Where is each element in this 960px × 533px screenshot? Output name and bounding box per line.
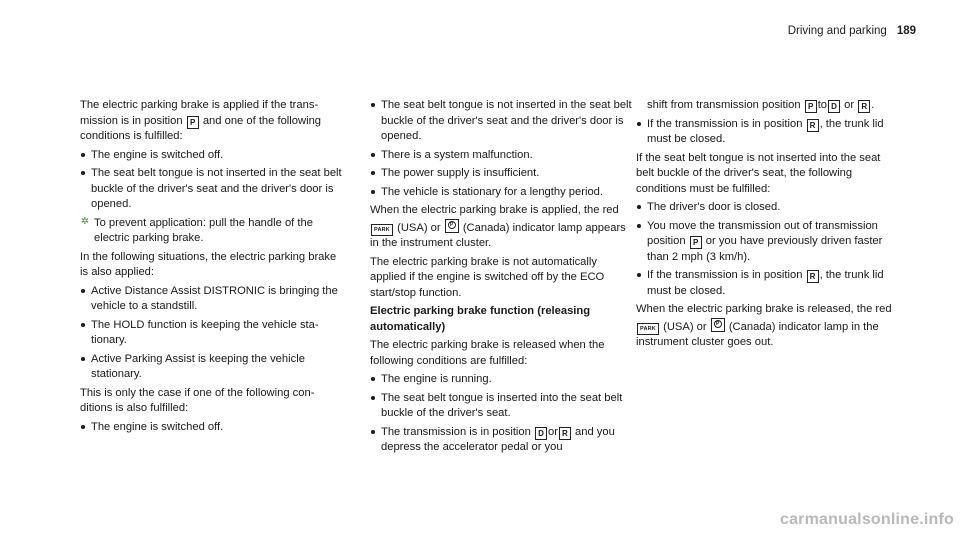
list-item: The engine is running. xyxy=(370,372,632,388)
gear-d-icon: D xyxy=(535,427,547,440)
list-item: There is a system malfunction. xyxy=(370,148,632,164)
condition-list xyxy=(636,200,898,299)
page-number: 189 xyxy=(896,25,916,37)
paragraph: In the following situations, the electric parking brake is also applied: xyxy=(80,250,337,278)
list-item: The driver's door is closed. xyxy=(636,200,898,216)
condition-list xyxy=(80,148,342,213)
gear-r-icon: R xyxy=(807,270,819,283)
gear-r-icon: R xyxy=(858,100,870,113)
condition-list xyxy=(370,98,632,200)
gear-p-icon: P xyxy=(690,236,702,249)
paragraph: This is only the case if one of the following conditions is also fulfilled: xyxy=(80,386,315,414)
list-item: The seat belt tongue is not inserted in the seat belt buckle of the driver's seat and the driver's door is opened. xyxy=(370,98,632,145)
watermark: carmanualsonline.info xyxy=(779,510,954,528)
condition-list xyxy=(636,117,898,148)
list-item: Active Parking Assist is keeping the vehicle stationary. xyxy=(80,352,342,383)
list-item: The seat belt tongue is inserted into the seat belt buckle of the driver's seat. xyxy=(370,391,632,422)
paragraph: The electric parking brake is not automatically applied if the engine is switched off by the ECO start/stop function. xyxy=(370,255,605,299)
gear-p-icon: P xyxy=(187,116,199,129)
situation-list xyxy=(80,284,342,383)
list-item: Active Distance Assist DISTRONIC is bringing the vehicle to a standstill. xyxy=(80,284,342,315)
list-item: The seat belt tongue is not inserted in the seat belt buckle of the driver's seat and the driver's door is opened. xyxy=(80,166,342,213)
list-item-continuation: shift from transmission position P to D or R . xyxy=(647,99,875,111)
list-item: If the transmission is in position R , the trunk lid must be closed. xyxy=(636,268,898,299)
list-item: The transmission is in position D or R and you depress the accelerator pedal or you xyxy=(370,425,632,456)
list-item: If the transmission is in position R , the trunk lid must be closed. xyxy=(636,117,898,148)
list-item: The vehicle is stationary for a lengthy period. xyxy=(370,185,632,201)
condition-list xyxy=(370,372,632,456)
paragraph: The electric parking brake is released when the following conditions are fulfilled: xyxy=(370,339,605,367)
column-2 xyxy=(370,98,632,459)
intro-paragraph: The electric parking brake is applied if the transmission is in position P and one of the following conditions is fulfilled: xyxy=(80,99,322,142)
info-icon: ✲ xyxy=(80,215,90,227)
list-item: The engine is switched off. xyxy=(80,420,342,436)
list-item: The power supply is insufficient. xyxy=(370,166,632,182)
gear-p-icon: P xyxy=(805,100,817,113)
park-lamp-icon: PARK xyxy=(371,224,393,236)
gear-d-icon: D xyxy=(828,100,840,113)
section-title: Driving and parking xyxy=(787,25,887,37)
list-item: The HOLD function is keeping the vehicle stationary. xyxy=(80,318,342,349)
section-heading: Electric parking brake function (releasing automatically) xyxy=(370,305,591,333)
park-lamp-icon: PARK xyxy=(637,323,659,335)
list-item: You move the transmission out of transmission position P or you have previously driven faster than 2 mph (3 km/h). xyxy=(636,219,898,266)
gear-r-icon: R xyxy=(559,427,571,440)
column-1 xyxy=(80,98,342,438)
note: ✲ To prevent application: pull the handle of the electric parking brake. xyxy=(80,215,313,244)
condition-list xyxy=(80,420,342,436)
indicator-paragraph: When the electric parking brake is applied, the red PARK (USA) or P (Canada) indicator lamp appears in the instrument cluster. xyxy=(370,203,632,252)
gear-r-icon: R xyxy=(807,119,819,132)
list-item: The engine is switched off. xyxy=(80,148,342,164)
paragraph: If the seat belt tongue is not inserted into the seat belt buckle of the driver's seat, the following conditions must be fulfilled: xyxy=(636,151,881,195)
parking-brake-lamp-icon xyxy=(445,219,459,233)
column-3 xyxy=(636,98,898,354)
indicator-paragraph: When the electric parking brake is released, the red PARK (USA) or P (Canada) indicator lamp in the instrument cluster goes out. xyxy=(636,302,898,351)
page-header xyxy=(788,24,916,40)
parking-brake-lamp-icon xyxy=(711,318,725,332)
